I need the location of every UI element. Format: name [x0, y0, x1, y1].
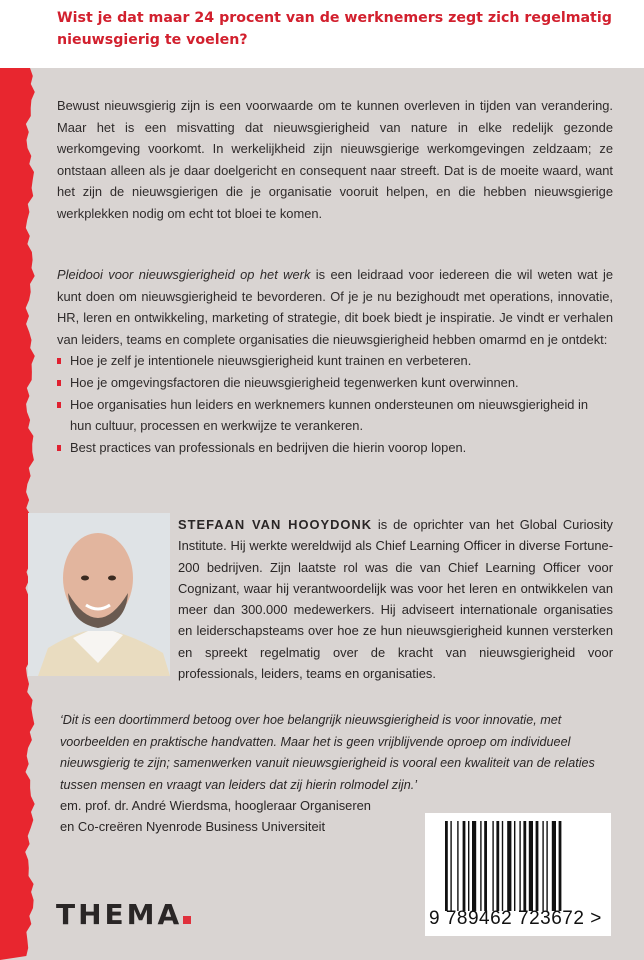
author-name: STEFAAN VAN HOOYDONK	[178, 517, 373, 532]
author-photo	[28, 513, 170, 676]
barcode-bar	[480, 821, 481, 911]
barcode-bar	[536, 821, 539, 911]
isbn-number: 9 789462 723672 >	[429, 908, 602, 929]
list-item: Hoe je zelf je intentionele nieuwsgierigheid kunt trainen en verbeteren.	[57, 350, 613, 372]
list-item: Hoe organisaties hun leiders en werknemers kunnen ondersteunen om nieuwsgierigheid in hun cultuur, processen en werkwijze te verankeren.	[57, 394, 613, 437]
author-bio-text: is de oprichter van het Global Curiosity Institute. Hij werkte wereldwijd als Chief Learning Officer in diverse Fortune-200 bedrijven. Zijn laatste rol was die van Chief Learning Officer voor Cognizant, waar hij verantwoordelijk was voor het leren en ontwikkelen van meer dan 300.000 medewerkers. Hij adviseert internationale organisaties en leiderschapsteams over hoe ze hun nieuwsgierigheid kunnen versterken en spreekt regelmatig over de kracht van nieuwsgierigheid voor professionals, leiders, teams en organisaties.	[178, 517, 613, 682]
barcode-bar	[496, 821, 499, 911]
isbn-barcode	[425, 813, 611, 936]
barcode-bars	[425, 813, 611, 913]
barcode-bar	[468, 821, 469, 911]
header-band	[0, 0, 644, 68]
barcode-bar	[546, 821, 547, 911]
attribution-line: em. prof. dr. André Wierdsma, hoogleraar Organiseren	[60, 798, 371, 813]
description-paragraph	[57, 264, 613, 458]
description-text: is een leidraad voor iedereen die wil weten wat je kunt doen om nieuwsgierigheid te bevorderen. Of je je nu bezighoudt met operations, innovatie, HR, leren en ontwikkeling, marketing of strategie, dit boek biedt je inspiratie. Je vindt er verhalen van leiders, teams en complete organisaties die nieuwsgierigheid hebben omarmd en je ontdekt:	[57, 267, 613, 347]
barcode-bar	[450, 821, 451, 911]
author-bio	[178, 514, 613, 684]
barcode-bar	[519, 821, 520, 911]
barcode-bar	[445, 821, 448, 911]
barcode-bar	[457, 821, 458, 911]
barcode-bar	[559, 821, 562, 911]
logo-dot	[183, 916, 191, 924]
barcode-bar	[542, 821, 543, 911]
barcode-bar	[552, 821, 556, 911]
bullet-list	[57, 350, 613, 458]
barcode-bar	[484, 821, 487, 911]
barcode-bar	[463, 821, 466, 911]
attribution-line: en Co-creëren Nyenrode Business Universiteit	[60, 819, 326, 834]
publisher-logo	[56, 898, 191, 931]
barcode-bar	[492, 821, 493, 911]
teaser-heading: Wist je dat maar 24 procent van de werknemers zegt zich regelmatig nieuwsgierig te voelen?	[57, 10, 612, 48]
barcode-bar	[472, 821, 476, 911]
list-item: Best practices van professionals en bedrijven die hierin voorop lopen.	[57, 437, 613, 459]
list-item: Hoe je omgevingsfactoren die nieuwsgierigheid tegenwerken kunt overwinnen.	[57, 372, 613, 394]
endorsement-attribution	[60, 795, 371, 837]
intro-paragraph: Bewust nieuwsgierig zijn is een voorwaarde om te kunnen overleven in tijden van verandering. Maar het is een misvatting dat nieuwsgierigheid van nature in elke redelijk gezonde werkomgeving voorkomt. In werkelijkheid zijn nieuwsgierige werkomgevingen zeldzaam; ze ontstaan alleen als je daar doelgericht en consequent naar streeft. Dat is de moeite waard, want het zijn de nieuwsgierigen die je organisatie vooruit helpen, en die hebben nieuwsgierige werkplekken nodig om echt tot bloei te komen.	[57, 98, 613, 221]
barcode-bar	[514, 821, 515, 911]
barcode-bar	[523, 821, 526, 911]
endorsement-quote: ‘Dit is een doortimmerd betoog over hoe belangrijk nieuwsgierigheid is voor innovatie, met voorbeelden en praktische handvatten. Maar het is geen vrijblijvende oproep om individueel nieuwsgierig te zijn; samenwerken vanuit nieuwsgierigheid is vooral een kwaliteit van de relaties tussen mensen en vraagt van leiders dat zij hierin rolmodel zijn.’	[60, 713, 595, 792]
barcode-bar	[502, 821, 503, 911]
barcode-bar	[507, 821, 511, 911]
publisher-logo-text: THEMA	[56, 898, 183, 931]
barcode-bar	[529, 821, 533, 911]
book-title: Pleidooi voor nieuwsgierigheid op het werk	[57, 267, 311, 282]
